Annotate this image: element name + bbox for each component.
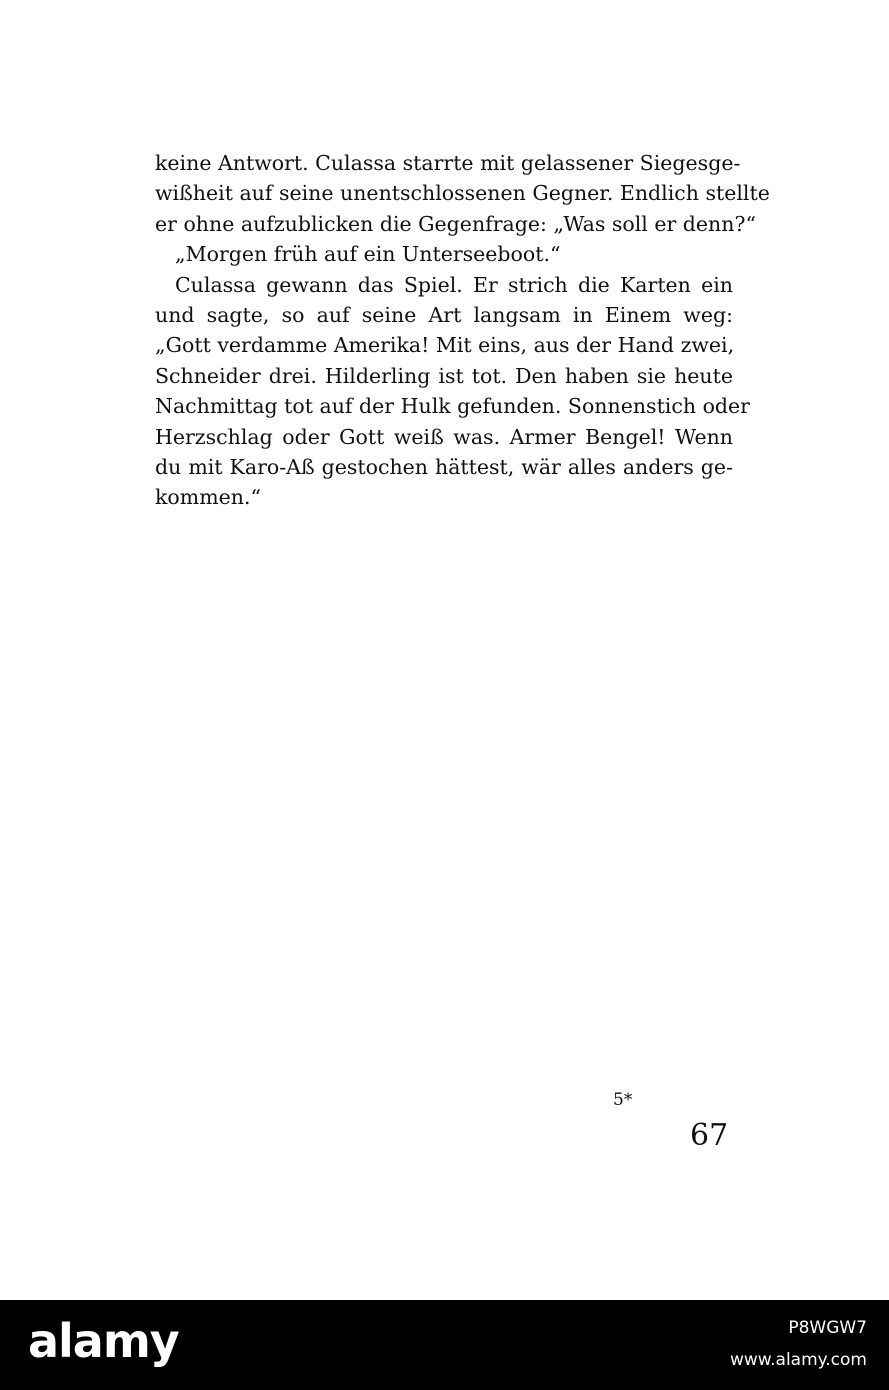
text-line: „Gott verdamme Amerika! Mit eins, aus der Hand zwei,	[155, 333, 735, 358]
watermark-banner	[0, 1300, 889, 1390]
text-line: kommen.“	[155, 485, 261, 510]
signature-mark: 5*	[613, 1090, 633, 1110]
image-id: P8WGW7	[788, 1318, 867, 1338]
text-line: keine Antwort. Culassa starrte mit gelassener Siegesge-	[155, 151, 741, 175]
text-line: du mit Karo-Aß gestochen hättest, wär alles anders ge-	[155, 454, 733, 479]
text-line: Herzschlag oder Gott weiß was. Armer Bengel! Wenn	[155, 424, 733, 449]
text-line: Nachmittag tot auf der Hulk gefunden. Sonnenstich oder	[155, 394, 750, 419]
page-number: 67	[690, 1118, 729, 1153]
body-text	[155, 148, 770, 513]
text-line: wißheit auf seine unentschlossenen Gegner. Endlich stellte	[155, 181, 770, 206]
text-line: er ohne aufzublicken die Gegenfrage: „Was soll er denn?“	[155, 211, 756, 236]
text-line: Schneider drei. Hilderling ist tot. Den haben sie heute	[155, 363, 733, 388]
text-line: und sagte, so auf seine Art langsam in Einem weg:	[155, 302, 733, 327]
text-line: „Morgen früh auf ein Unterseeboot.“	[175, 242, 561, 267]
banner-url: www.alamy.com	[729, 1350, 867, 1370]
alamy-logo: alamy	[28, 1314, 179, 1368]
text-line: Culassa gewann das Spiel. Er strich die Karten ein	[175, 272, 733, 297]
